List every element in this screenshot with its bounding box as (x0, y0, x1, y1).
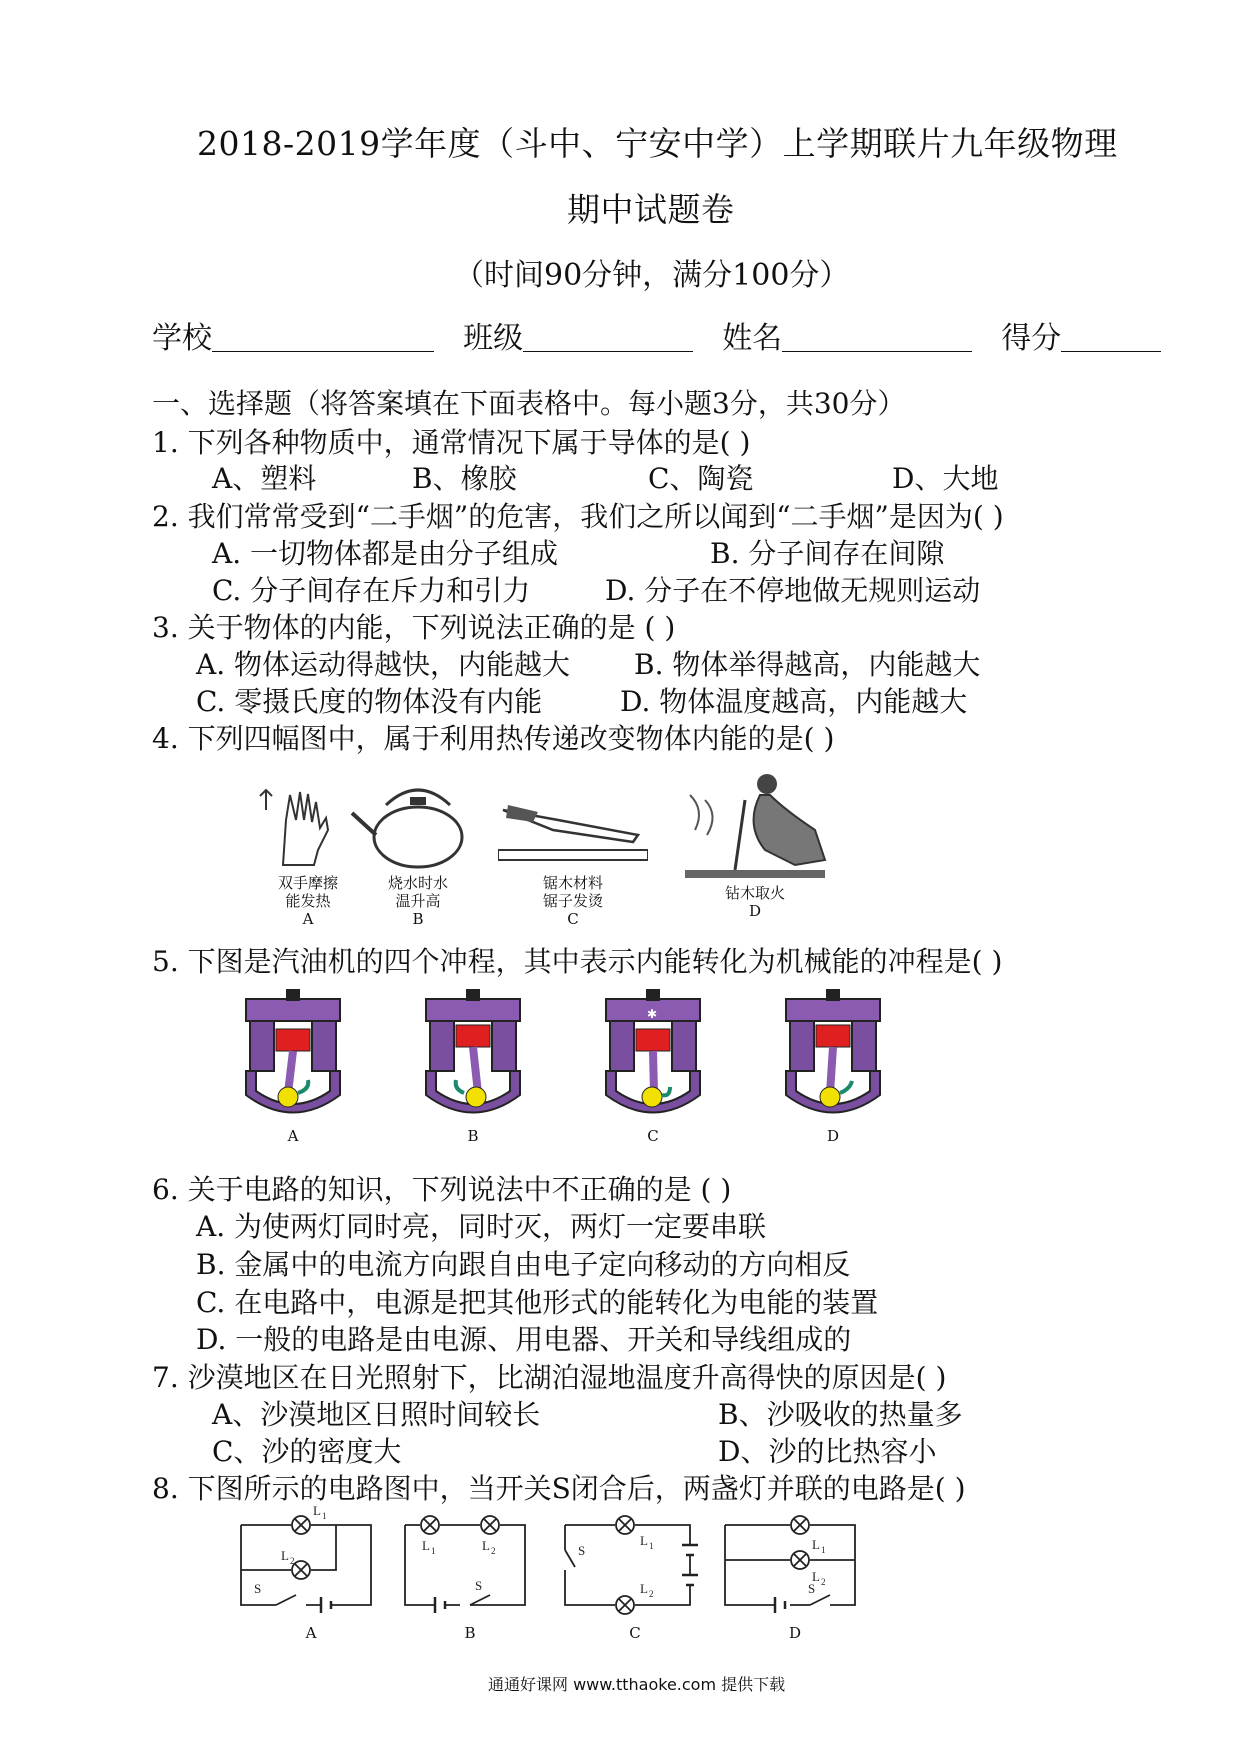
q8-circuit-a (236, 1505, 386, 1645)
exam-title-line2: 期中试题卷 (567, 190, 735, 229)
q5-letter-a: A (287, 1127, 299, 1145)
q4-figure-c (498, 790, 648, 928)
lamp-subscript: 1 (322, 1511, 327, 1521)
lamp-label: L (422, 1538, 430, 1553)
q4-figure-b (348, 775, 488, 928)
exam-title-line1: 2018-2019学年度（斗中、宁安中学）上学期联片九年级物理 (197, 124, 1118, 163)
question-1-stem: 1. 下列各种物质中，通常情况下属于导体的是( ) (152, 426, 751, 459)
q8-letter-b: B (464, 1624, 476, 1642)
switch-label: S (578, 1543, 586, 1558)
lamp-subscript: 1 (431, 1546, 436, 1556)
q1-option-d: D、大地 (892, 462, 999, 495)
q5-engine-c (598, 985, 708, 1150)
circuit-diagram-icon (720, 1505, 870, 1620)
lamp-subscript: 2 (649, 1589, 654, 1599)
q8-circuit-c (560, 1505, 710, 1645)
question-6-stem: 6. 关于电路的知识，下列说法中不正确的是 ( ) (152, 1173, 732, 1206)
q5-letter-c: C (647, 1127, 659, 1145)
engine-stroke-icon (418, 985, 528, 1123)
q4-b-letter: B (412, 910, 424, 928)
q7-option-a: A、沙漠地区日照时间较长 (212, 1398, 541, 1431)
lamp-label: L (812, 1569, 820, 1584)
svg-text:✱: ✱ (647, 1007, 658, 1021)
question-5-stem: 5. 下图是汽油机的四个冲程，其中表示内能转化为机械能的冲程是( ) (152, 945, 1003, 978)
name-label: 姓名 (722, 321, 783, 356)
score-blank[interactable] (1061, 325, 1161, 352)
q1-option-b: B、橡胶 (412, 462, 517, 495)
q7-option-b: B、沙吸收的热量多 (718, 1398, 963, 1431)
circuit-diagram-icon (560, 1505, 710, 1620)
q4-figure-d (675, 770, 835, 920)
q5-engine-a (238, 985, 348, 1150)
kettle-icon (348, 775, 488, 870)
q1-option-c: C、陶瓷 (648, 462, 754, 495)
q4-a-caption1: 双手摩擦 (277, 874, 338, 892)
q7-option-c: C、沙的密度大 (212, 1435, 402, 1468)
score-label: 得分 (1001, 321, 1062, 356)
switch-label: S (475, 1578, 483, 1593)
q5-engine-d (778, 985, 888, 1150)
question-3-stem: 3. 关于物体的内能，下列说法正确的是 ( ) (152, 611, 676, 644)
question-8-stem: 8. 下图所示的电路图中，当开关S闭合后，两盏灯并联的电路是( ) (152, 1472, 966, 1505)
section-heading: 一、选择题（将答案填在下面表格中。每小题3分，共30分） (152, 387, 906, 420)
q5-letter-d: D (826, 1127, 840, 1145)
question-2-stem: 2. 我们常常受到“二手烟”的危害，我们之所以闻到“二手烟”是因为( ) (152, 500, 1004, 533)
q3-option-b: B. 物体举得越高，内能越大 (634, 648, 981, 681)
lamp-label: L (812, 1537, 820, 1552)
class-blank[interactable] (523, 325, 693, 352)
q2-option-b: B. 分子间存在间隙 (710, 537, 945, 570)
circuit-diagram-icon (236, 1505, 386, 1620)
q8-circuit-d (720, 1505, 870, 1645)
q4-d-letter: D (748, 902, 762, 920)
saw-icon (498, 790, 648, 870)
q3-option-d: D. 物体温度越高，内能越大 (620, 685, 968, 718)
switch-label: S (254, 1581, 262, 1596)
lamp-subscript: 2 (821, 1577, 826, 1587)
lamp-label: L (313, 1505, 321, 1518)
name-blank[interactable] (782, 325, 972, 352)
exam-subtitle: （时间90分钟，满分100分） (454, 258, 850, 293)
q2-option-d: D. 分子在不停地做无规则运动 (605, 574, 981, 607)
school-label: 学校 (152, 321, 212, 356)
q4-b-caption1: 烧水时水 (387, 874, 448, 892)
q2-option-a: A. 一切物体都是由分子组成 (212, 537, 559, 570)
q6-option-a: A. 为使两灯同时亮，同时灭，两灯一定要串联 (196, 1210, 767, 1243)
page-footer: 通通好课网 www.tthaoke.com 提供下载 (488, 1675, 786, 1694)
q2-option-c: C. 分子间存在斥力和引力 (212, 574, 531, 607)
q1-option-a: A、塑料 (212, 462, 317, 495)
q6-option-d: D. 一般的电路是由电源、用电器、开关和导线组成的 (196, 1323, 852, 1356)
q5-engine-b (418, 985, 528, 1150)
q8-letter-d: D (788, 1624, 802, 1642)
circuit-diagram-icon (400, 1505, 540, 1620)
class-label: 班级 (463, 321, 524, 356)
lamp-subscript: 1 (649, 1541, 654, 1551)
q7-option-d: D、沙的比热容小 (718, 1435, 937, 1468)
engine-stroke-icon (598, 985, 708, 1123)
lamp-label: L (640, 1581, 648, 1596)
lamp-subscript: 2 (290, 1556, 295, 1566)
q4-a-letter: A (302, 910, 314, 928)
q3-option-a: A. 物体运动得越快，内能越大 (196, 648, 571, 681)
q6-option-b: B. 金属中的电流方向跟自由电子定向移动的方向相反 (196, 1248, 851, 1281)
q8-letter-a: A (305, 1624, 317, 1642)
question-4-stem: 4. 下列四幅图中，属于利用热传递改变物体内能的是( ) (152, 722, 835, 755)
q4-a-caption2: 能发热 (285, 892, 331, 910)
lamp-label: L (281, 1548, 289, 1563)
engine-stroke-icon (778, 985, 888, 1123)
q4-c-letter: C (567, 910, 579, 928)
fire-drilling-icon (675, 770, 835, 880)
question-7-stem: 7. 沙漠地区在日光照射下，比湖泊湿地温度升高得快的原因是( ) (152, 1361, 947, 1394)
q8-circuit-b (400, 1505, 540, 1645)
switch-label: S (808, 1581, 816, 1596)
lamp-label: L (482, 1538, 490, 1553)
q4-d-caption1: 钻木取火 (724, 884, 785, 902)
q3-option-c: C. 零摄氏度的物体没有内能 (196, 685, 543, 718)
q8-letter-c: C (629, 1624, 641, 1642)
info-line (152, 313, 1161, 357)
q4-c-caption2: 锯子发烫 (542, 892, 603, 910)
q4-b-caption2: 温升高 (395, 892, 441, 910)
q6-option-c: C. 在电路中，电源是把其他形式的能转化为电能的装置 (196, 1286, 879, 1319)
q5-letter-b: B (467, 1127, 479, 1145)
engine-stroke-icon (238, 985, 348, 1123)
lamp-subscript: 2 (491, 1546, 496, 1556)
lamp-subscript: 1 (821, 1545, 826, 1555)
lamp-label: L (640, 1533, 648, 1548)
q4-c-caption1: 锯木材料 (542, 874, 603, 892)
school-blank[interactable] (212, 325, 434, 352)
